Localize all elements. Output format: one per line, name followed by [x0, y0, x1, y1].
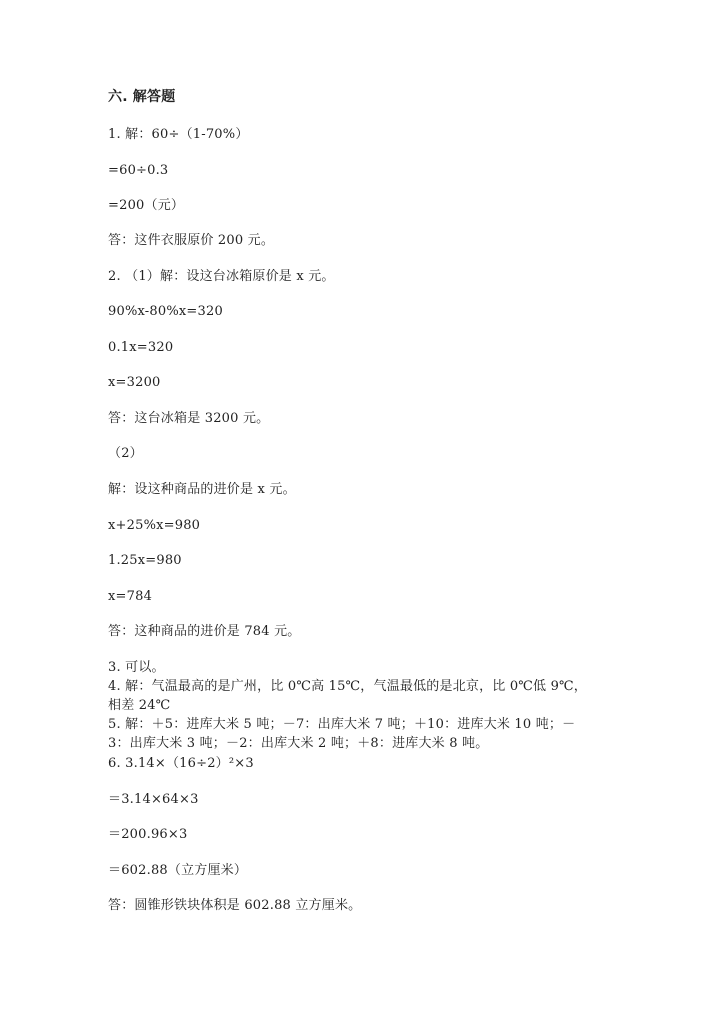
answer-line: 90%x-80%x=320	[108, 304, 223, 319]
answer-line: 3. 可以。	[108, 660, 165, 675]
answer-line: 答：这种商品的进价是 784 元。	[108, 624, 301, 639]
answer-line: 解：设这种商品的进价是 x 元。	[108, 482, 296, 497]
answer-line: x=3200	[108, 375, 161, 390]
answer-line: 6. 3.14×（16÷2）²×3	[108, 756, 254, 771]
answer-line: 1. 解：60÷（1-70%）	[108, 127, 249, 142]
answer-line: ＝200.96×3	[108, 827, 188, 842]
answer-line: （2）	[108, 446, 143, 461]
answer-line: x+25%x=980	[108, 518, 201, 533]
answer-line: ＝602.88（立方厘米）	[108, 863, 248, 878]
answer-line: 答：圆锥形铁块体积是 602.88 立方厘米。	[108, 898, 362, 913]
answer-line: 1.25x=980	[108, 553, 182, 568]
answer-line: 相差 24℃	[108, 698, 171, 713]
answer-line: =200（元）	[108, 198, 185, 213]
answer-line: 5. 解：＋5：进库大米 5 吨；－7：出库大米 7 吨；＋10：进库大米 10 吨；－	[108, 717, 576, 732]
section-title: 六. 解答题	[108, 89, 176, 105]
answer-line: 4. 解：气温最高的是广州，比 0℃高 15℃，气温最低的是北京，比 0℃低 9℃，	[108, 679, 587, 694]
answer-line: x=784	[108, 589, 153, 604]
answer-line: 0.1x=320	[108, 340, 174, 355]
answer-line: 答：这台冰箱是 3200 元。	[108, 411, 270, 426]
answer-line: =60÷0.3	[108, 163, 169, 178]
answer-line: 2. （1）解：设这台冰箱原价是 x 元。	[108, 269, 335, 284]
answer-line: 答：这件衣服原价 200 元。	[108, 233, 275, 248]
answer-line: 3：出库大米 3 吨；－2：出库大米 2 吨；＋8：进库大米 8 吨。	[108, 736, 489, 751]
answer-line: ＝3.14×64×3	[108, 792, 199, 807]
